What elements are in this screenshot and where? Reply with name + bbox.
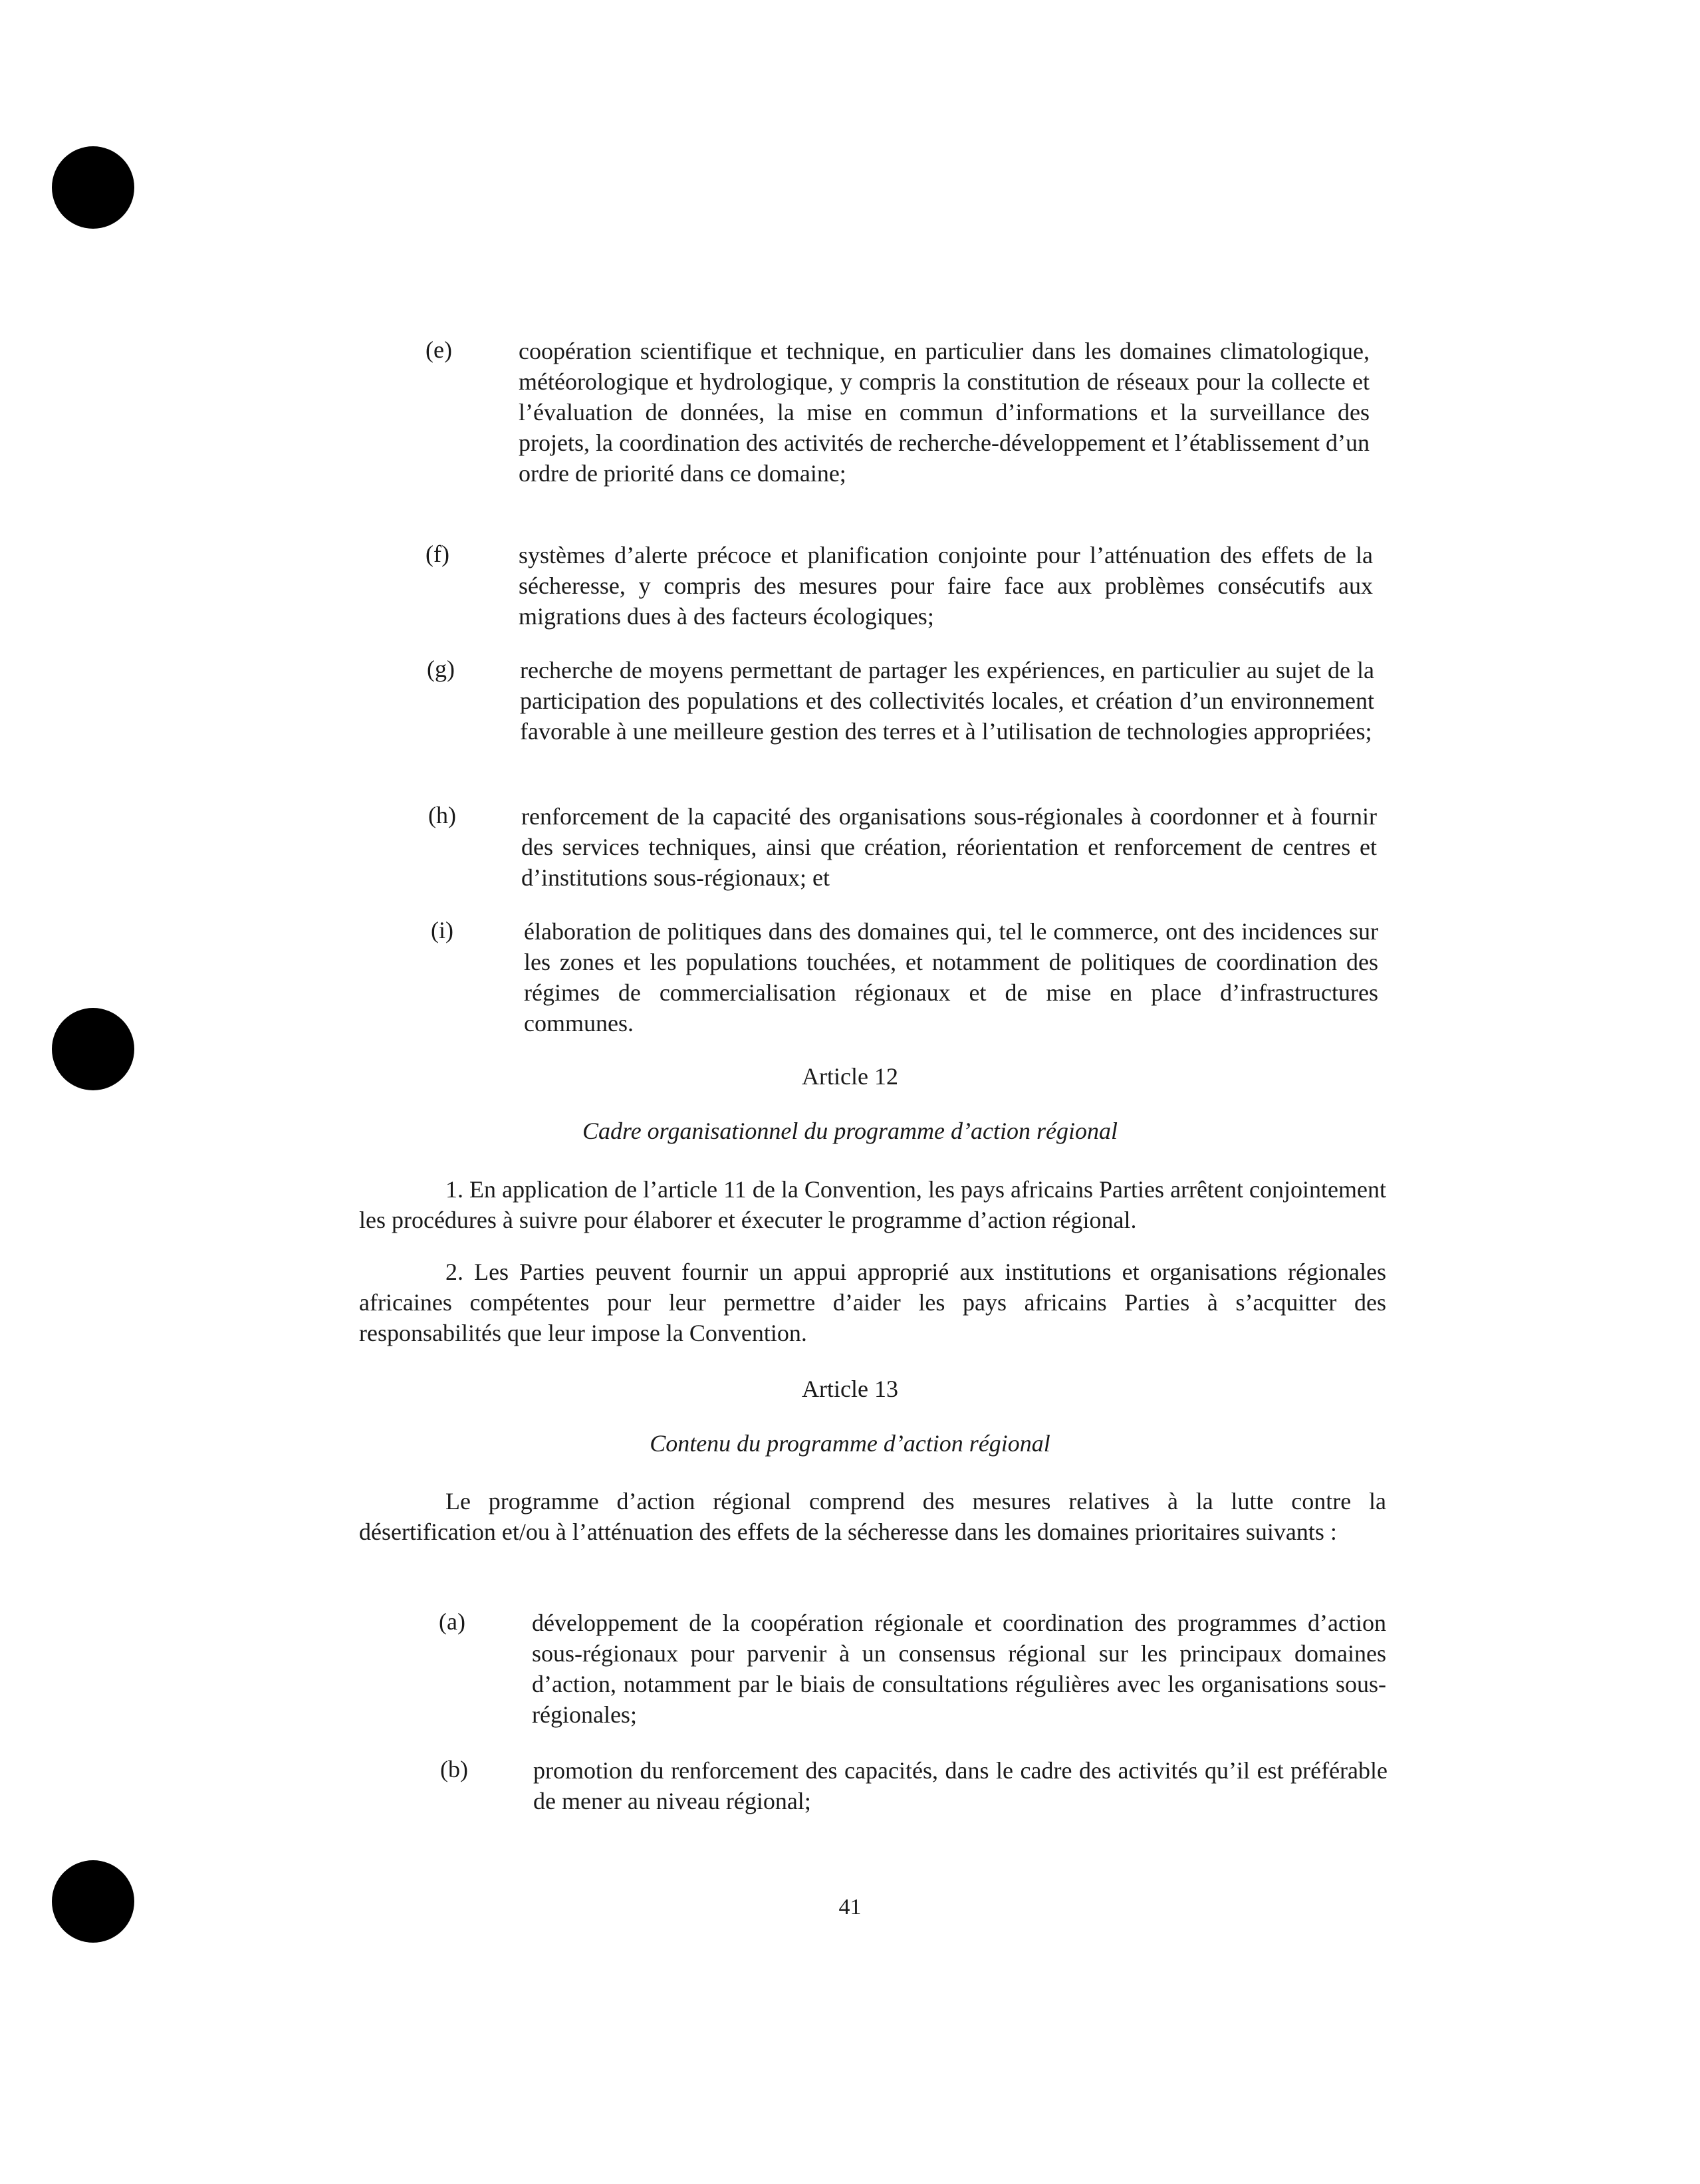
list-item-text: élaboration de politiques dans des domaines qui, tel le commerce, ont des incidences sur les zones et les populations touchées, et notamment de politiques de coordination des régimes de commercialisation régionaux et de mise en place d’infrastructures communes. xyxy=(524,918,1378,1036)
list-item-label: (h) xyxy=(428,802,456,828)
list-item-label: (b) xyxy=(440,1756,468,1782)
article-12-subtitle: Cadre organisationnel du programme d’action régional xyxy=(582,1118,1118,1144)
list-item-label: (f) xyxy=(425,541,449,567)
list-item-label: (i) xyxy=(431,917,453,943)
list-item-label: (a) xyxy=(439,1608,465,1635)
page-number: 41 xyxy=(838,1895,862,1919)
list-item-text: systèmes d’alerte précoce et planification conjointe pour l’atténuation des effets de la sécheresse, y compris des mesures pour faire face aux problèmes consécutifs aux migrations dues à des facteurs écologiques; xyxy=(519,542,1373,630)
list-item-text: développement de la coopération régionale et coordination des programmes d’action sous-régionaux pour parvenir à un consensus régional sur les principaux domaines d’action, notamment par le biais de consultations régulières avec les organisations sous-régionales; xyxy=(532,1610,1386,1728)
article-13-subtitle: Contenu du programme d’action régional xyxy=(650,1430,1050,1457)
punch-hole-top xyxy=(52,146,134,229)
list-item-text: renforcement de la capacité des organisations sous-régionales à coordonner et à fournir des services techniques, ainsi que création, réorientation et renforcement de centres et d’institutions sous-régionaux; et xyxy=(521,803,1377,891)
list-item-label: (e) xyxy=(425,336,452,363)
article-12-heading: Article 12 xyxy=(802,1063,898,1090)
list-item-text: recherche de moyens permettant de partager les expériences, en particulier au sujet de la participation des populations et des collectivités locales, et création d’un environnement favorable à une meilleure gestion des terres et à l’utilisation de technologies appropriées; xyxy=(520,657,1374,745)
article-12-paragraph-2: 2. Les Parties peuvent fournir un appui approprié aux institutions et organisations régionales africaines compétentes pour leur permettre d’aider les pays africains Parties à s’acquitter des responsabilités que leur impose la Convention. xyxy=(359,1259,1386,1346)
list-item-text: promotion du renforcement des capacités, dans le cadre des activités qu’il est préférable de mener au niveau régional; xyxy=(533,1757,1388,1814)
article-13-heading: Article 13 xyxy=(802,1376,898,1402)
list-item-text: coopération scientifique et technique, en particulier dans les domaines climatologique, météorologique et hydrologique, y compris la constitution de réseaux pour la collecte et l’évaluation de données, la mise en commun d’informations et la surveillance des projets, la coordination des activités de recherche-développement et l’établissement d’un ordre de priorité dans ce domaine; xyxy=(519,338,1370,487)
list-item-label: (g) xyxy=(427,656,455,682)
article-12-paragraph-1: 1. En application de l’article 11 de la Convention, les pays africains Parties arrêtent conjointement les procédures à suivre pour élaborer et éxecuter le programme d’action régional. xyxy=(359,1176,1386,1233)
article-13-intro: Le programme d’action régional comprend des mesures relatives à la lutte contre la désertification et/ou à l’atténuation des effets de la sécheresse dans les domaines prioritaires suivants : xyxy=(359,1488,1386,1545)
